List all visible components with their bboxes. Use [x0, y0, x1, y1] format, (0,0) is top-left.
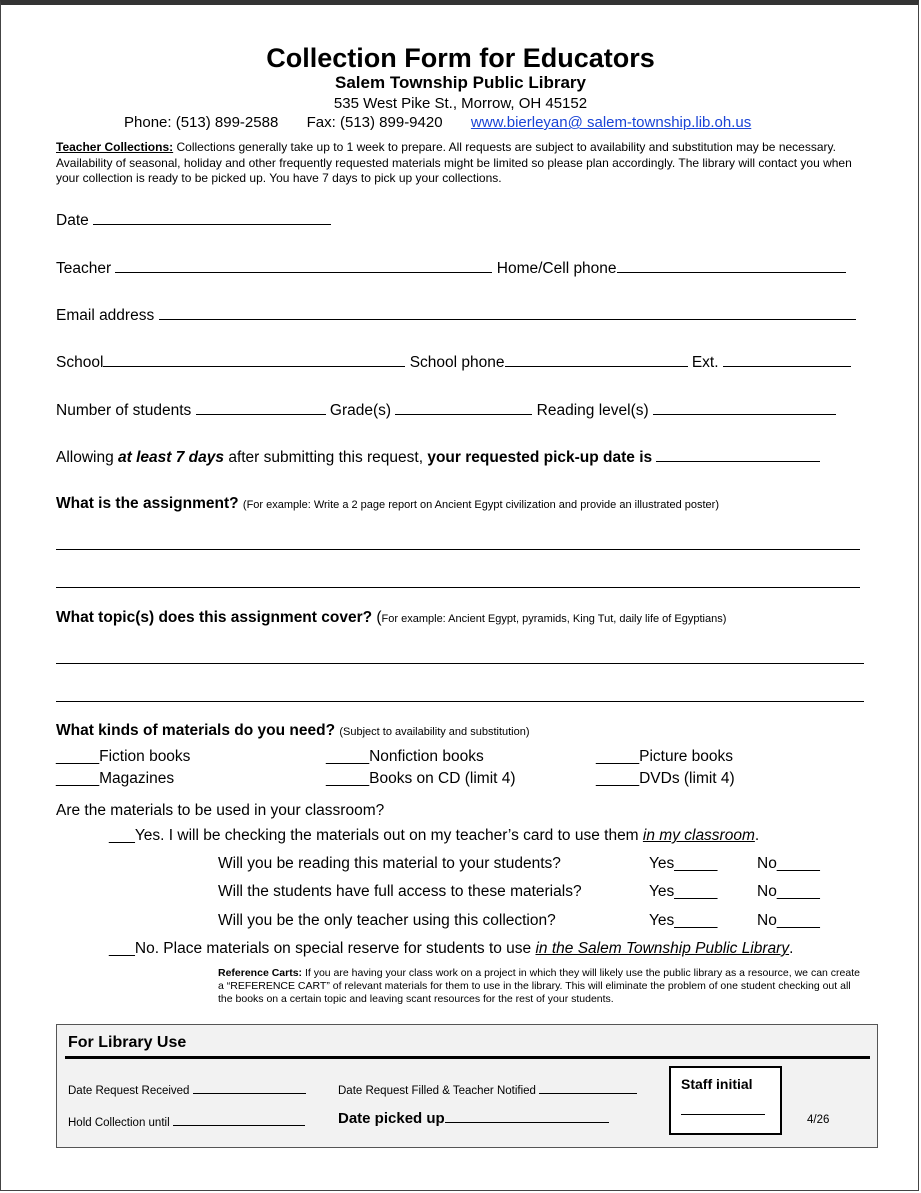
material-label: DVDs (limit 4) [639, 770, 735, 787]
material-label: Books on CD (limit 4) [369, 770, 516, 787]
phone-number: Phone: (513) 899-2588 [124, 114, 279, 131]
sub-question-2-no[interactable]: No_____ [757, 883, 820, 900]
num-students-field[interactable] [196, 400, 326, 415]
library-use-divider [65, 1056, 870, 1059]
date-field[interactable] [93, 210, 331, 225]
website-link[interactable]: www.bierleyan@ salem-township.lib.oh.us [470, 114, 752, 131]
assignment-question-row [56, 495, 719, 513]
topics-question-row [56, 609, 726, 627]
email-field[interactable] [159, 305, 856, 320]
yes-period: . [754, 827, 760, 844]
reference-carts-note [218, 967, 868, 1006]
topics-paren: ( [372, 609, 382, 626]
grades-field[interactable] [395, 400, 532, 415]
grades-label: Grade(s) [329, 402, 392, 419]
reading-level-field[interactable] [653, 400, 836, 415]
date-picked-label: Date picked up [338, 1110, 445, 1127]
reading-level-label: Reading level(s) [536, 402, 649, 419]
school-row [56, 352, 851, 372]
students-row [56, 400, 836, 420]
pickup-date-field[interactable] [656, 447, 820, 462]
teacher-label: Teacher [56, 260, 112, 277]
material-dvds[interactable] [596, 770, 735, 788]
classroom-yes-row [109, 827, 759, 845]
yes-emphasis: in my classroom [642, 827, 755, 844]
material-label: Fiction books [99, 748, 191, 765]
email-row [56, 305, 856, 325]
materials-note: (Subject to availability and substitution) [339, 726, 530, 738]
hold-until-row [68, 1114, 305, 1129]
intro-heading: Teacher Collections: [56, 140, 174, 154]
materials-question: What kinds of materials do you need? [56, 722, 336, 739]
pickup-prefix: Allowing [56, 449, 119, 466]
sub-question-2: Will the students have full access to these materials? [218, 883, 582, 900]
staff-initial-label: Staff initial [681, 1076, 753, 1092]
teacher-field[interactable] [115, 258, 492, 273]
material-blank[interactable]: _____ [56, 770, 100, 787]
classroom-question: Are the materials to be used in your classroom? [56, 802, 385, 819]
assignment-question: What is the assignment? [56, 495, 239, 512]
material-blank[interactable]: _____ [596, 770, 640, 787]
sub-question-1-no[interactable]: No_____ [757, 855, 820, 872]
school-label: School [56, 354, 104, 371]
assignment-line-2[interactable] [56, 587, 860, 588]
no-text: No. Place materials on special reserve for students to use [134, 940, 536, 957]
classroom-no-row [109, 940, 793, 958]
yes-text: Yes. I will be checking the materials out on my teacher’s card to use them [134, 827, 643, 844]
material-blank[interactable]: _____ [326, 770, 370, 787]
school-phone-label: School phone [409, 354, 505, 371]
library-use-title: For Library Use [68, 1034, 187, 1051]
material-label: Nonfiction books [369, 748, 484, 765]
intro-body: Collections generally take up to 1 week to prepare. All requests are subject to availability and substitution may be necessary. Availability of seasonal, holiday and other frequently requested materials might be limited so please plan accordingly. The library will contact you when your collection is ready to be picked up. You have 7 days to pick up your collections. [56, 140, 852, 185]
reference-heading: Reference Carts: [218, 967, 303, 979]
school-phone-field[interactable] [505, 352, 688, 367]
reference-body: If you are having your class work on a project in which they will likely use the public library as a resource, we can create a “REFERENCE CART” of relevant materials for them to use in the library. This will eliminate the problem of one student checking out all the books on a certain topic and leaving scant resources for the rest of your students. [218, 967, 860, 1005]
yes-blank[interactable]: ___ [109, 827, 135, 844]
date-filled-field[interactable] [539, 1082, 637, 1094]
email-label: Email address [56, 307, 155, 324]
school-field[interactable] [103, 352, 405, 367]
material-books-on-cd[interactable] [326, 770, 516, 788]
page-title: Collection Form for Educators [266, 43, 655, 73]
pickup-emphasis: at least 7 days [118, 449, 225, 466]
sub-question-3: Will you be the only teacher using this collection? [218, 912, 556, 929]
ext-field[interactable] [723, 352, 851, 367]
date-picked-field[interactable] [445, 1110, 609, 1123]
assignment-line-1[interactable] [56, 549, 860, 550]
library-address: 535 West Pike St., Morrow, OH 45152 [333, 95, 588, 112]
topics-example: For example: Ancient Egypt, pyramids, King Tut, daily life of Egyptians) [381, 613, 727, 625]
contact-line [124, 114, 751, 131]
sub-question-1: Will you be reading this material to your students? [218, 855, 561, 872]
material-picture-books[interactable] [596, 748, 733, 766]
pickup-bold: your requested pick-up date is [427, 449, 653, 466]
topics-line-2[interactable] [56, 701, 864, 702]
library-use-box [56, 1024, 878, 1148]
teacher-row [56, 258, 846, 278]
material-blank[interactable]: _____ [56, 748, 100, 765]
sub-question-3-no[interactable]: No_____ [757, 912, 820, 929]
date-row [56, 210, 331, 230]
pickup-middle: after submitting this request, [224, 449, 428, 466]
topics-question: What topic(s) does this assignment cover? [56, 609, 373, 626]
assignment-example: (For example: Write a 2 page report on Ancient Egypt civilization and provide an illustrated poster) [242, 499, 720, 511]
sub-question-2-yes[interactable]: Yes_____ [649, 883, 718, 900]
staff-initial-field[interactable] [681, 1114, 765, 1115]
home-phone-field[interactable] [617, 258, 846, 273]
sub-question-3-yes[interactable]: Yes_____ [649, 912, 718, 929]
date-picked-row [338, 1110, 609, 1127]
date-filled-row [338, 1082, 637, 1097]
date-label: Date [56, 212, 89, 229]
pickup-row [56, 447, 820, 467]
material-fiction[interactable] [56, 748, 190, 766]
topics-line-1[interactable] [56, 663, 864, 664]
hold-until-field[interactable] [173, 1114, 305, 1126]
no-emphasis: in the Salem Township Public Library [535, 940, 790, 957]
material-label: Magazines [99, 770, 175, 787]
sub-question-1-yes[interactable]: Yes_____ [649, 855, 718, 872]
revision-date: 4/26 [807, 1114, 830, 1126]
hold-until-label: Hold Collection until [68, 1117, 170, 1129]
date-received-field[interactable] [193, 1082, 306, 1094]
fax-number: Fax: (513) 899-9420 [306, 114, 443, 131]
material-blank[interactable]: _____ [326, 748, 370, 765]
library-name: Salem Township Public Library [335, 73, 586, 92]
ext-label: Ext. [691, 354, 719, 371]
intro-text [56, 140, 866, 187]
no-period: . [789, 940, 794, 957]
date-received-row [68, 1082, 306, 1097]
material-nonfiction[interactable] [326, 748, 484, 766]
home-phone-label: Home/Cell phone [496, 260, 617, 277]
no-blank[interactable]: ___ [109, 940, 135, 957]
staff-initial-box [669, 1066, 782, 1135]
date-filled-label: Date Request Filled & Teacher Notified [338, 1085, 536, 1097]
material-magazines[interactable] [56, 770, 174, 788]
material-blank[interactable]: _____ [596, 748, 640, 765]
num-students-label: Number of students [56, 402, 192, 419]
materials-question-row [56, 722, 530, 740]
material-label: Picture books [639, 748, 734, 765]
date-received-label: Date Request Received [68, 1085, 190, 1097]
